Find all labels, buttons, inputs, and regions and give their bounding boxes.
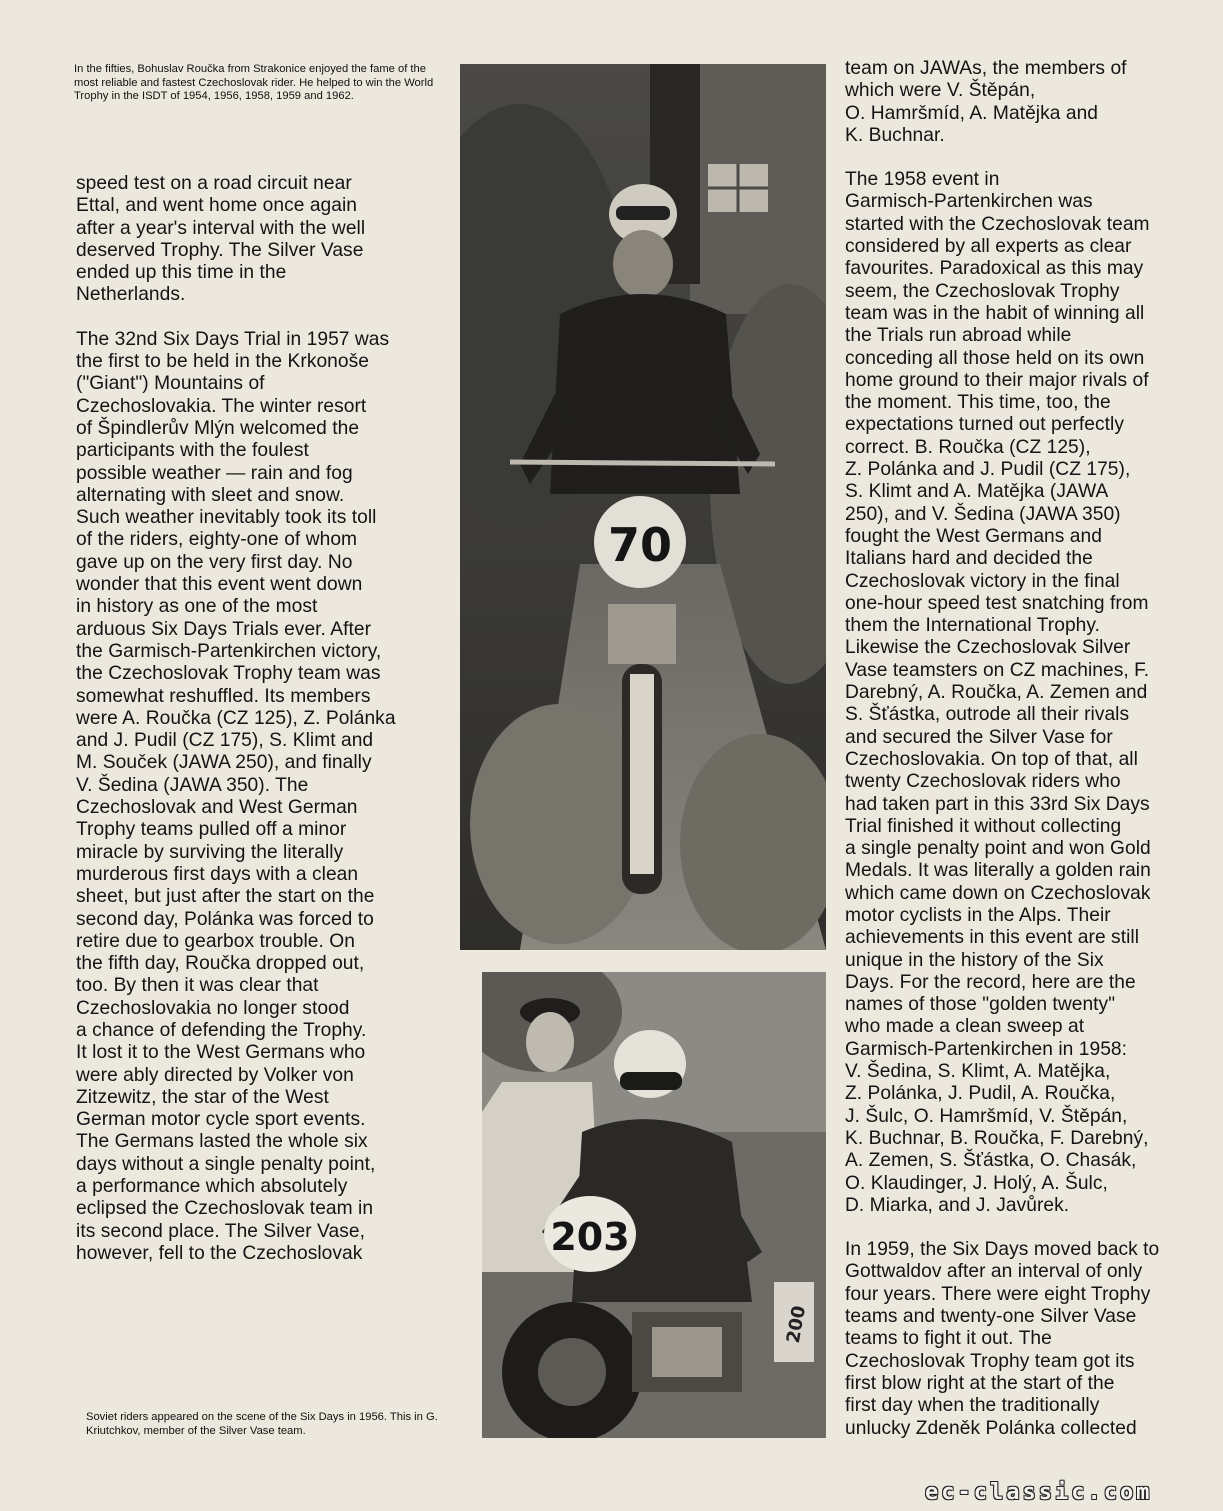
paragraph: team on JAWAs, the members of which were V. Štěpán, O. Hamršmíd, A. Matějka and K. Buchnar. [845, 58, 1127, 146]
side-number-200: 200 [782, 1304, 811, 1345]
watermark: ec-classic.com [925, 1480, 1153, 1505]
race-number-70: 70 [607, 518, 673, 572]
text-column-left [76, 173, 448, 1287]
photo-rider-203 [482, 972, 826, 1438]
race-number-203: 203 [550, 1215, 630, 1259]
photo-rider-70 [460, 64, 826, 950]
text-column-right [845, 58, 1220, 1462]
paragraph: The 1958 event in Garmisch-Partenkirchen was started with the Czechoslovak team considered by all experts as clear favourites. Paradoxical as this may seem, the Czechoslovak Trophy team was in the habit of winning all the Trials run abroad while conceding all those held on its own home ground to their major rivals of the moment. This time, too, the expectations turned out perfectly correct. B. Roučka (CZ 125), Z. Polánka and J. Pudil (CZ 175), S. Klimt and A. Matějka (JAWA 250), and V. Šedina (JAWA 350) fought the West Germans and Italians hard and decided the Czechoslovak victory in the final one-hour speed test snatching from them the International Trophy. Likewise the Czechoslovak Silver Vase teamsters on CZ machines, F. Darebný, A. Roučka, A. Zemen and S. Šťástka, outrode all their rivals and secured the Silver Vase for Czechoslovakia. On top of that, all twenty Czechoslovak riders who had taken part in this 33rd Six Days Trial finished it without collecting a single penalty point and won Gold Medals. It was literally a golden rain which came down on Czechoslovak motor cyclists in the Alps. Their achievements in this event are still unique in the history of the Six Days. For the record, here are the names of those "golden twenty" who made a clean sweep at Garmisch-Partenkirchen in 1958: V. Šedina, S. Klimt, A. Matějka, Z. Polánka, J. Pudil, A. Roučka, J. Šulc, O. Hamršmíd, V. Štěpán, K. Buchnar, B. Roučka, F. Darebný, A. Zemen, S. Šťástka, O. Chasák, O. Klaudinger, J. Holý, A. Šulc, D. Miarka, and J. Javůrek. [845, 169, 1151, 1216]
paragraph: speed test on a road circuit near Ettal, and went home once again after a year's interval with the well deserved Trophy. The Silver Vase ended up this time in the Netherlands. [76, 173, 366, 306]
paragraph: The 32nd Six Days Trial in 1957 was the first to be held in the Krkonoše ("Giant") Mountains of Czechoslovakia. The winter resort of Špindlerův Mlýn welcomed the participants with the foulest possible weather — rain and fog alternating with sleet and snow. Such weather inevitably took its toll of the riders, eighty-one of whom gave up on the very first day. No wonder that this event went down in history as one of the most arduous Six Days Trials ever. After the Garmisch-Partenkirchen victory, the Czechoslovak Trophy team was somewhat reshuffled. Its members were A. Roučka (CZ 125), Z. Polánka and J. Pudil (CZ 175), S. Klimt and M. Souček (JAWA 250), and finally V. Šedina (JAWA 350). The Czechoslovak and West German Trophy teams pulled off a minor miracle by surviving the literally murderous first days with a clean sheet, but just after the start on the second day, Polánka was forced to retire due to gearbox trouble. On the fifth day, Roučka dropped out, too. By then it was clear that Czechoslovakia no longer stood a chance of defending the Trophy. It lost it to the West Germans who were ably directed by Volker von Zitzewitz, the star of the West German motor cycle sport events. The Germans lasted the whole six days without a single penalty point, a performance which absolutely eclipsed the Czechoslovak team in its second place. The Silver Vase, however, fell to the Czechoslovak [76, 328, 396, 1264]
paragraph: In 1959, the Six Days moved back to Gottwaldov after an interval of only four years. There were eight Trophy teams and twenty-one Silver Vase teams to fight it out. The Czechoslovak Trophy team got its first blow right at the start of the first day when the traditionally unlucky Zdeněk Polánka collected [845, 1239, 1160, 1439]
photo-caption-top: In the fifties, Bohuslav Roučka from Strakonice enjoyed the fame of the most reliable and fastest Czechoslovak rider. He helped to win the World Trophy in the ISDT of 1954, 1956, 1958, 1959 and 1962. [74, 63, 434, 102]
photo-caption-bottom: Soviet riders appeared on the scene of the Six Days in 1956. This in G. Kriutchkov, member of the Silver Vase team. [86, 1411, 438, 1437]
